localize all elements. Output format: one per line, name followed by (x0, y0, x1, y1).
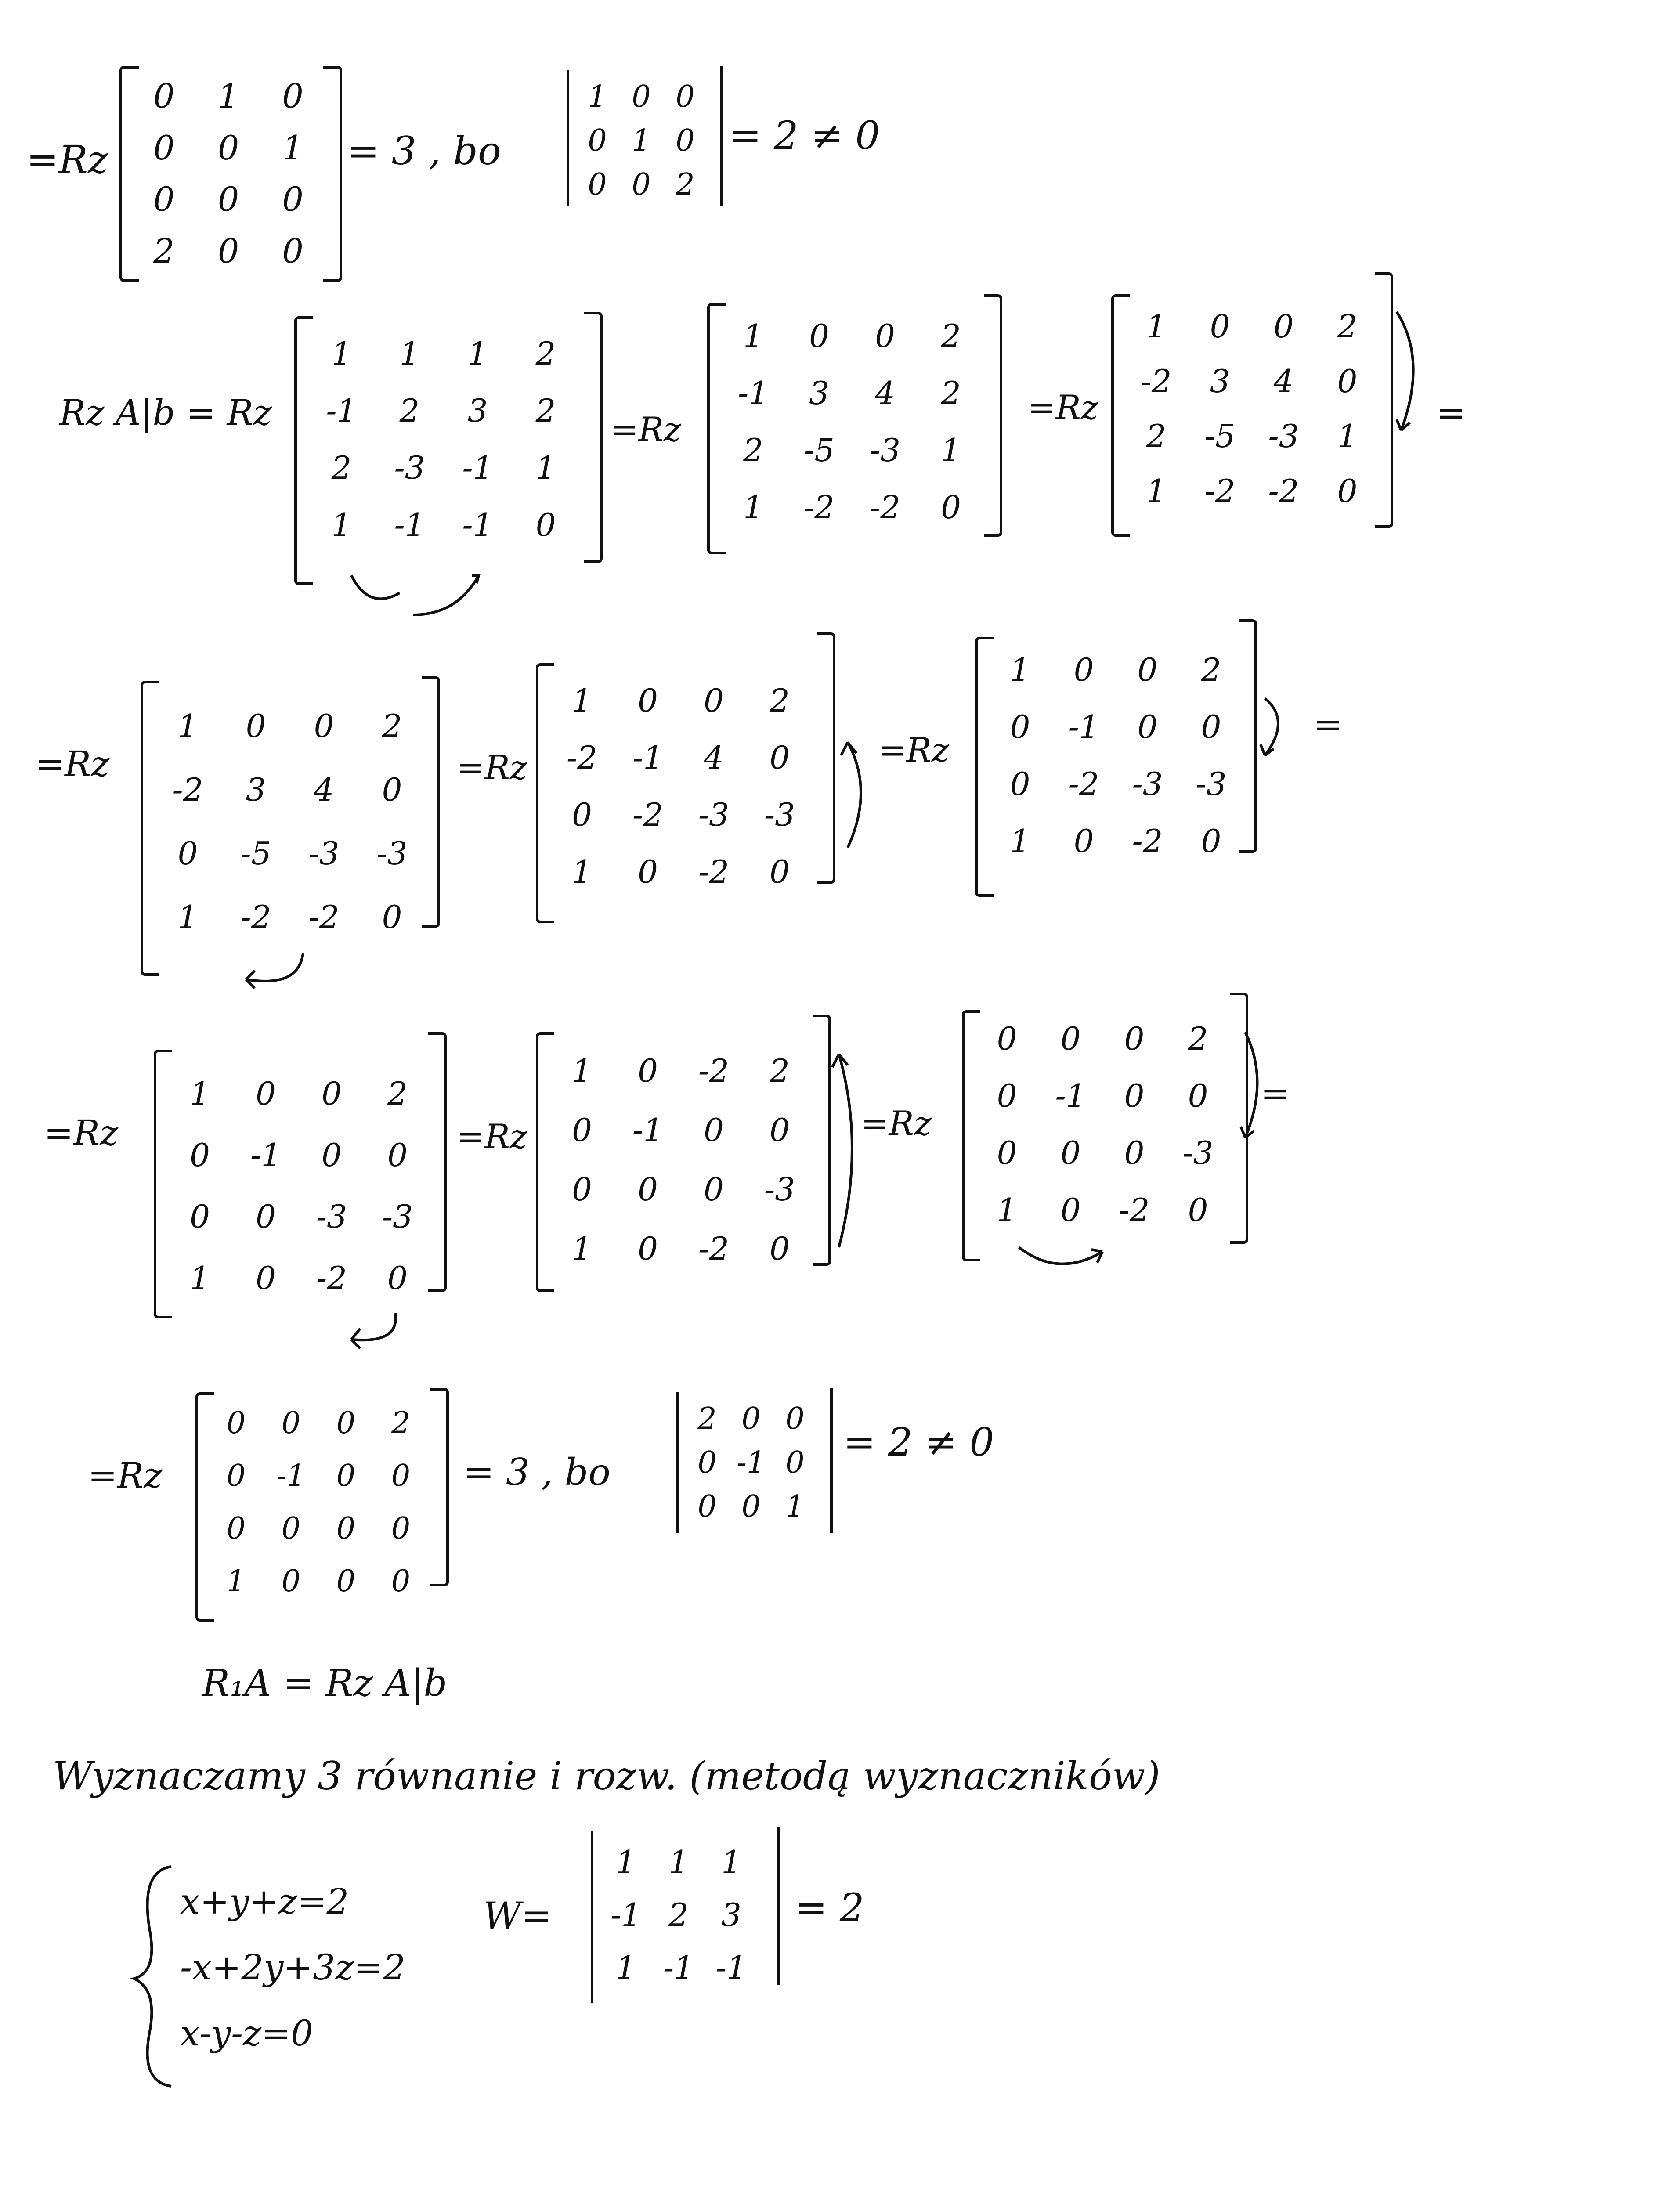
matrix-cell: -2 (1132, 823, 1163, 860)
matrix-cell: 0 (632, 79, 651, 114)
matrix-cell: 0 (1010, 766, 1030, 802)
matrix-cell: 3 (467, 392, 488, 429)
matrix-cell: 2 (770, 682, 790, 719)
matrix-cell: 2 (697, 1401, 717, 1436)
matrix-cell: -1 (250, 1137, 282, 1174)
matrix-cell: 1 (572, 1052, 592, 1089)
matrix-cell: 1 (632, 123, 651, 158)
matrix-cell: 1 (467, 335, 488, 372)
row4-eq1: =Rz (457, 1117, 527, 1156)
matrix-cell: 0 (997, 1077, 1017, 1114)
matrix-cell: 0 (387, 1260, 408, 1297)
matrix-cell: 2 (676, 167, 695, 202)
matrix-cell: 1 (572, 853, 592, 890)
row5-prefix: =Rz (88, 1455, 163, 1496)
matrix-cell: -3 (1196, 766, 1227, 802)
row2-matrix-1 (307, 325, 580, 553)
row3-prefix: =Rz (35, 744, 110, 784)
matrix-cell: 0 (391, 1511, 411, 1546)
matrix-cell: 0 (535, 506, 556, 543)
matrix-cell: 0 (1210, 307, 1230, 345)
rank-equality: R₁A = Rz A|b (202, 1661, 448, 1705)
matrix-cell: 2 (941, 375, 961, 412)
matrix-cell: -3 (764, 1170, 795, 1208)
matrix-cell: 0 (1337, 472, 1358, 509)
w-det-bar-right (777, 1827, 780, 1985)
matrix-cell: -3 (869, 432, 901, 469)
w-value: = 2 (795, 1885, 864, 1930)
matrix-cell: 1 (785, 1489, 805, 1524)
matrix-cell: -2 (632, 796, 664, 833)
matrix-cell: 0 (336, 1458, 356, 1493)
row5-det-bar-left (676, 1392, 679, 1533)
matrix-cell: 1 (1010, 823, 1030, 860)
matrix-cell: 2 (941, 318, 961, 354)
matrix-cell: 0 (809, 318, 829, 354)
matrix-cell: 1 (217, 76, 239, 116)
swap-arrow-icon (338, 1309, 408, 1353)
matrix-cell: 0 (281, 1511, 301, 1546)
matrix-cell: 0 (226, 1405, 246, 1441)
matrix-cell: 0 (941, 489, 961, 526)
row4-prefix: =Rz (44, 1112, 119, 1153)
matrix-cell: -2 (1204, 472, 1236, 509)
matrix-cell: -1 (663, 1949, 694, 1986)
matrix-cell: 0 (322, 1137, 342, 1174)
matrix-cell: 0 (588, 123, 607, 158)
matrix-cell: -3 (376, 834, 408, 872)
w-determinant (600, 1836, 758, 1994)
row5-determinant (685, 1397, 817, 1528)
matrix-cell: 2 (743, 432, 763, 469)
matrix-cell: 1 (535, 449, 556, 486)
matrix-cell: -2 (698, 853, 730, 890)
matrix-cell: 4 (704, 739, 724, 776)
matrix-cell: 0 (1010, 708, 1030, 745)
matrix-cell: 1 (1146, 307, 1167, 345)
matrix-cell: 2 (387, 1075, 408, 1112)
row2-matrix-2 (720, 307, 984, 536)
row1-det-bar-right (720, 66, 723, 206)
matrix-cell: -3 (382, 1198, 413, 1235)
matrix-cell: 0 (638, 682, 658, 719)
matrix-cell: 0 (572, 1111, 592, 1149)
matrix-cell: 0 (770, 1230, 790, 1267)
matrix-cell: 0 (1137, 708, 1158, 745)
matrix-cell: 0 (256, 1260, 276, 1297)
matrix-cell: 3 (721, 1896, 741, 1933)
matrix-cell: 2 (382, 707, 402, 744)
matrix-cell: 0 (336, 1564, 356, 1599)
matrix-cell: 0 (1073, 823, 1094, 860)
matrix-cell: 0 (741, 1401, 761, 1436)
matrix-cell: 0 (153, 76, 175, 116)
matrix-cell: 0 (1060, 1134, 1081, 1171)
matrix-cell: -3 (308, 834, 340, 872)
matrix-cell: 1 (399, 335, 420, 372)
matrix-cell: 0 (1073, 651, 1094, 688)
matrix-cell: 0 (1060, 1192, 1081, 1228)
matrix-cell: 0 (1273, 307, 1294, 345)
matrix-cell: -1 (1055, 1077, 1086, 1114)
matrix-cell: 0 (785, 1401, 805, 1436)
matrix-cell: -2 (308, 898, 340, 935)
matrix-cell: 2 (1188, 1020, 1208, 1057)
matrix-cell: 0 (256, 1075, 276, 1112)
row4-eq2: =Rz (861, 1104, 932, 1143)
matrix-cell: 0 (382, 898, 402, 935)
row1-matrix (132, 70, 325, 277)
matrix-cell: 0 (638, 1052, 658, 1089)
matrix-cell: 0 (226, 1458, 246, 1493)
row2-m3-bracket-right (1375, 272, 1393, 528)
matrix-cell: 0 (572, 1170, 592, 1208)
row3-matrix-1 (154, 694, 426, 949)
matrix-cell: 0 (336, 1405, 356, 1441)
matrix-cell: 2 (391, 1405, 411, 1441)
matrix-cell: -2 (1119, 1192, 1150, 1228)
matrix-cell: 0 (632, 167, 651, 202)
matrix-cell: 0 (785, 1445, 805, 1480)
matrix-cell: 1 (743, 489, 763, 526)
row2-eq1: =Rz (611, 410, 681, 449)
row1-bracket-right (323, 66, 342, 282)
matrix-cell: 2 (1201, 651, 1221, 688)
instruction-sentence: Wyznaczamy 3 równanie i rozw. (metodą wyznaczników) (53, 1753, 1160, 1799)
row1-suffix: = 3 , bo (347, 128, 501, 173)
equation-3: x-y-z=0 (180, 2013, 314, 2054)
row4-eq3: = (1261, 1073, 1290, 1114)
matrix-cell: -3 (764, 796, 795, 833)
matrix-cell: 2 (153, 231, 175, 271)
matrix-cell: 4 (314, 771, 334, 808)
matrix-cell: 0 (256, 1198, 276, 1235)
matrix-cell: 0 (741, 1489, 761, 1524)
matrix-cell: -2 (172, 771, 203, 808)
matrix-cell: 0 (1124, 1020, 1145, 1057)
row1-prefix: =Rz (26, 137, 108, 182)
matrix-cell: 0 (153, 128, 175, 167)
row4-matrix-1 (167, 1063, 430, 1309)
matrix-cell: -1 (326, 392, 357, 429)
matrix-cell: 0 (387, 1137, 408, 1174)
row5-suffix: = 3 , bo (463, 1451, 611, 1494)
matrix-cell: -2 (240, 898, 271, 935)
matrix-cell: 0 (676, 123, 695, 158)
matrix-cell: 0 (770, 853, 790, 890)
matrix-cell: 0 (153, 180, 175, 219)
matrix-cell: -1 (715, 1949, 747, 1986)
row3-m3-bracket-right (1239, 619, 1257, 853)
matrix-cell: 0 (997, 1020, 1017, 1057)
matrix-cell: 0 (697, 1445, 717, 1480)
row3-m2-bracket-right (817, 632, 835, 884)
row3-matrix-3 (988, 641, 1243, 870)
matrix-cell: 2 (535, 335, 556, 372)
matrix-cell: 0 (282, 231, 303, 271)
matrix-cell: -1 (610, 1896, 642, 1933)
row2-m2-bracket-right (984, 294, 1002, 537)
matrix-cell: 0 (1060, 1020, 1081, 1057)
matrix-cell: 2 (399, 392, 420, 429)
matrix-cell: 0 (246, 707, 266, 744)
matrix-cell: 1 (588, 79, 607, 114)
matrix-cell: 0 (1124, 1077, 1145, 1114)
matrix-cell: 2 (1337, 307, 1358, 345)
matrix-cell: 0 (770, 1111, 790, 1149)
row3-eq2: =Rz (878, 730, 949, 769)
swap-arrow-icon (835, 738, 870, 852)
matrix-cell: 0 (638, 1170, 658, 1208)
matrix-cell: 1 (282, 128, 303, 167)
matrix-cell: -3 (698, 796, 730, 833)
matrix-cell: -1 (276, 1458, 306, 1493)
matrix-cell: 1 (721, 1844, 741, 1881)
matrix-cell: -2 (698, 1052, 730, 1089)
matrix-cell: 0 (391, 1458, 411, 1493)
swap-arrow-icon (1256, 694, 1291, 764)
system-brace (127, 1862, 180, 2091)
matrix-cell: -1 (394, 506, 425, 543)
matrix-cell: -1 (462, 506, 493, 543)
matrix-cell: -3 (1268, 417, 1299, 455)
row4-matrix-3 (975, 1010, 1230, 1239)
matrix-cell: 1 (190, 1260, 210, 1297)
matrix-cell: 0 (1201, 708, 1221, 745)
matrix-cell: 0 (1201, 823, 1221, 860)
matrix-cell: 1 (190, 1075, 210, 1112)
matrix-cell: 0 (875, 318, 895, 354)
matrix-cell: 3 (809, 375, 829, 412)
row1-determinant (575, 75, 707, 206)
matrix-cell: 2 (770, 1052, 790, 1089)
swap-arrow-icon (1015, 1239, 1116, 1274)
matrix-cell: 0 (314, 707, 334, 744)
matrix-cell: 1 (1146, 472, 1167, 509)
swap-arrow-icon (826, 1050, 861, 1252)
swap-arrow-icon (228, 949, 316, 993)
matrix-cell: -2 (316, 1260, 347, 1297)
matrix-cell: 0 (572, 796, 592, 833)
matrix-cell: 0 (217, 128, 239, 167)
matrix-cell: 1 (226, 1564, 246, 1599)
matrix-cell: -1 (737, 375, 769, 412)
matrix-cell: -1 (736, 1445, 766, 1480)
matrix-cell: 0 (1188, 1192, 1208, 1228)
matrix-cell: 1 (177, 898, 198, 935)
matrix-cell: -1 (462, 449, 493, 486)
matrix-cell: 0 (217, 231, 239, 271)
row3-eq3: = (1313, 704, 1343, 745)
matrix-cell: 0 (638, 853, 658, 890)
matrix-cell: -1 (1068, 708, 1099, 745)
matrix-cell: 0 (1124, 1134, 1145, 1171)
row5-matrix-1 (209, 1397, 428, 1607)
matrix-cell: 0 (1137, 651, 1158, 688)
row5-det-bar-right (830, 1388, 833, 1533)
matrix-cell: -2 (803, 489, 835, 526)
matrix-cell: -2 (698, 1230, 730, 1267)
matrix-cell: 0 (217, 180, 239, 219)
matrix-cell: 1 (616, 1844, 636, 1881)
matrix-cell: 0 (382, 771, 402, 808)
matrix-cell: -1 (632, 1111, 664, 1149)
matrix-cell: 0 (1337, 362, 1358, 400)
matrix-cell: 1 (743, 318, 763, 354)
row1-det-bar-left (567, 70, 569, 206)
matrix-cell: 1 (177, 707, 198, 744)
row2-prefix: Rz A|b = Rz (59, 392, 272, 433)
matrix-cell: 0 (638, 1230, 658, 1267)
matrix-cell: -5 (803, 432, 835, 469)
matrix-cell: 2 (668, 1896, 689, 1933)
matrix-cell: 0 (281, 1564, 301, 1599)
matrix-cell: -2 (1141, 362, 1172, 400)
matrix-cell: -1 (632, 739, 664, 776)
row5-m1-bracket-right (430, 1388, 449, 1586)
row2-eq3: = (1436, 392, 1466, 433)
matrix-cell: 0 (770, 739, 790, 776)
equation-1: x+y+z=2 (180, 1881, 349, 1922)
matrix-cell: 1 (668, 1844, 689, 1881)
swap-arrow-icon (343, 562, 483, 624)
row2-eq2: =Rz (1028, 388, 1098, 427)
matrix-cell: 0 (676, 79, 695, 114)
row1-result: = 2 ≠ 0 (729, 113, 880, 158)
matrix-cell: 1 (941, 432, 961, 469)
matrix-cell: 0 (997, 1134, 1017, 1171)
matrix-cell: -5 (1204, 417, 1236, 455)
matrix-cell: -3 (1132, 766, 1163, 802)
matrix-cell: 0 (282, 180, 303, 219)
matrix-cell: 1 (331, 335, 352, 372)
row4-matrix-2 (549, 1041, 813, 1278)
matrix-cell: 0 (177, 834, 198, 872)
matrix-cell: 0 (391, 1564, 411, 1599)
matrix-cell: 1 (1337, 417, 1358, 455)
matrix-cell: -3 (1182, 1134, 1214, 1171)
row2-m1-bracket-right (584, 312, 603, 563)
matrix-cell: 0 (190, 1198, 210, 1235)
matrix-cell: 0 (588, 167, 607, 202)
equation-2: -x+2y+3z=2 (180, 1947, 406, 1988)
matrix-cell: 1 (1010, 651, 1030, 688)
matrix-cell: -2 (869, 489, 901, 526)
matrix-cell: 1 (331, 506, 352, 543)
matrix-cell: 0 (697, 1489, 717, 1524)
row3-matrix-2 (549, 672, 813, 900)
matrix-cell: 4 (1273, 362, 1294, 400)
row2-matrix-3 (1124, 299, 1379, 518)
matrix-cell: -5 (240, 834, 271, 872)
matrix-cell: 0 (226, 1511, 246, 1546)
row3-m1-bracket-right (422, 676, 440, 928)
matrix-cell: 0 (190, 1137, 210, 1174)
matrix-cell: 1 (616, 1949, 636, 1986)
matrix-cell: 0 (281, 1405, 301, 1441)
matrix-cell: 0 (336, 1511, 356, 1546)
matrix-cell: -3 (394, 449, 425, 486)
matrix-cell: 0 (704, 1170, 724, 1208)
row4-m1-bracket-right (428, 1032, 447, 1292)
matrix-cell: 2 (1146, 417, 1167, 455)
row3-eq1: =Rz (457, 748, 527, 787)
matrix-cell: 0 (282, 76, 303, 116)
matrix-cell: 2 (535, 392, 556, 429)
matrix-cell: 1 (572, 682, 592, 719)
matrix-cell: 3 (1210, 362, 1230, 400)
matrix-cell: 2 (331, 449, 352, 486)
matrix-cell: 0 (322, 1075, 342, 1112)
matrix-cell: 4 (875, 375, 895, 412)
row5-result: = 2 ≠ 0 (843, 1419, 994, 1465)
w-label: W= (483, 1894, 552, 1937)
matrix-cell: 3 (246, 771, 266, 808)
swap-arrow-icon (1392, 307, 1427, 439)
matrix-cell: -2 (566, 739, 598, 776)
matrix-cell: 0 (1188, 1077, 1208, 1114)
matrix-cell: -2 (1068, 766, 1099, 802)
matrix-cell: -3 (316, 1198, 347, 1235)
w-det-bar-left (591, 1831, 593, 2003)
matrix-cell: 1 (572, 1230, 592, 1267)
matrix-cell: -2 (1268, 472, 1299, 509)
matrix-cell: 0 (704, 682, 724, 719)
matrix-cell: 1 (997, 1192, 1017, 1228)
matrix-cell: 0 (704, 1111, 724, 1149)
